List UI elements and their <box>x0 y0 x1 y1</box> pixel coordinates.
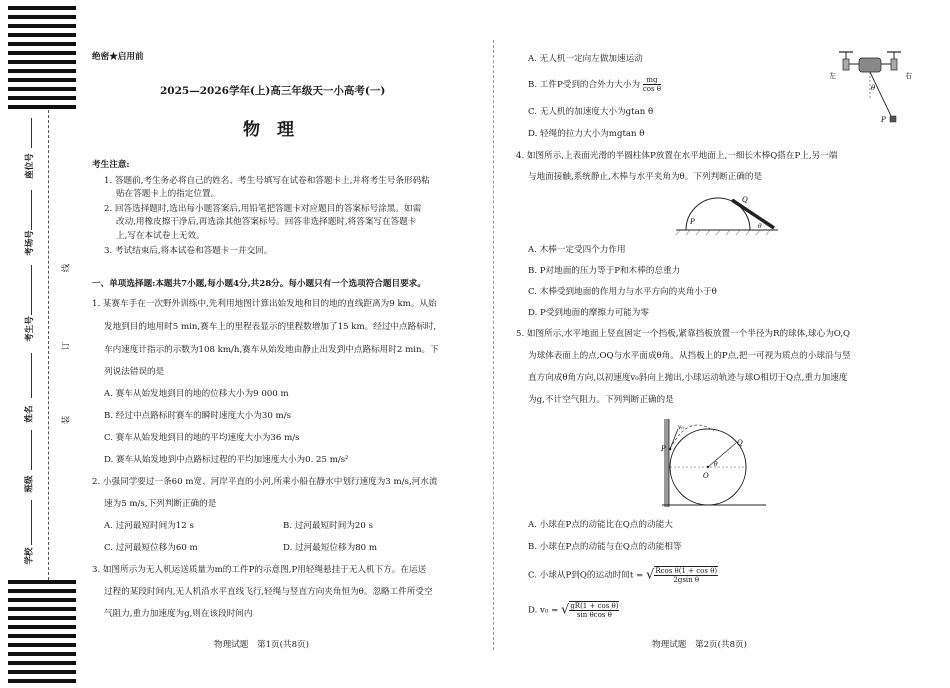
school-label: 学校 <box>24 547 35 565</box>
notice-item: 1. 答题前,考生务必将自己的姓名、考生号填写在试卷和答题卡上,并将考生号条形码粘 <box>104 176 430 186</box>
class-label: 班级 <box>24 475 35 493</box>
q5-option-b: B. 小球在P点的动能与在Q点的动能相等 <box>528 542 682 552</box>
q3-fig-theta-label: θ <box>871 84 876 92</box>
q4-option-a: A. 木棒一定受四个力作用 <box>528 245 626 255</box>
binding-line <box>48 110 50 580</box>
q5-option-d: D. v₀ = √ $\frac{\text{gR(1 + cos θ)}}{\text{sin θcos θ}}$ <box>528 602 619 619</box>
q3-line: 气阻力,重力加速度为g,则在该段时间内 <box>104 609 253 619</box>
q2-option-c: C. 过河最短位移为60 m <box>104 543 198 553</box>
notice-title: 考生注意: <box>92 160 130 170</box>
page-divider <box>493 40 495 650</box>
q3-option-b-fraction <box>643 76 661 93</box>
q2-line: 速为5 m/s,下列判断正确的是 <box>104 499 217 509</box>
q4-line: 4. 如图所示,上表面光滑的半圆柱体P放置在水平地面上,一细长木棒Q搭在P上,另一端 <box>516 151 838 161</box>
q3-line: 过程的某段时间内,无人机沿水平直线飞行,轻绳与竖直方向夹角恒为θ。忽略工件所受空 <box>104 587 433 597</box>
footer-left: 物理试题 第1页(共8页) <box>214 640 309 650</box>
q1-option-c: C. 赛车从始发地到目的地的平均速度大小为36 m/s <box>104 433 300 443</box>
fraction-numerator: Rcos θ(1 + cos θ) <box>655 567 718 575</box>
q3-option-b-text: B. 工件P受到的合外力大小为 <box>528 80 641 90</box>
q5-sphere-figure <box>658 415 768 513</box>
seal-char-staple: 订 <box>61 341 72 351</box>
q5-option-c: C. 小球从P到Q的运动时间t = √ $\frac{\text{Rcos θ(1 + cos θ)}}{\text{2gsin θ}}$ <box>528 567 718 584</box>
q5-fig-v0-label: v₀ <box>678 424 684 431</box>
notice-item: 2. 回答选择题时,选出每小题答案后,用铅笔把答题卡对应题目的答案标号涂黑。如需 <box>104 204 422 214</box>
notice-item: 上,写在本试卷上无效。 <box>116 231 205 241</box>
q1-option-a: A. 赛车从始发地到目的地的位移大小为9 000 m <box>104 389 289 399</box>
q1-option-d: D. 赛车从始发地到中点路标过程的平均加速度大小为0. 25 m/s² <box>104 455 349 465</box>
notice-item: 改动,用橡皮擦干净后,再选涂其他答案标号。回答非选择题时,将答案写在答题卡 <box>116 217 417 227</box>
q2-option-a: A. 过河最短时间为12 s <box>104 521 194 531</box>
subject-title: 物 理 <box>243 120 294 140</box>
q1-option-b: B. 经过中点路标时赛车的瞬时速度大小为30 m/s <box>104 411 291 421</box>
q2-line: 2. 小强同学要过一条60 m宽、河岸平直的小河,所乘小船在静水中划行速度为3 m/s,河水流 <box>92 477 438 487</box>
name-label: 姓名 <box>24 405 35 423</box>
fraction-denominator: sin θcos θ <box>576 611 612 619</box>
q5-fig-theta-label: θ <box>714 461 718 468</box>
seat-number-label: 座位号 <box>24 153 35 179</box>
q5-fig-o-label: O <box>703 472 709 480</box>
candidate-number-label: 考生号 <box>24 316 35 342</box>
fraction-numerator: gR(1 + cos θ) <box>570 602 619 610</box>
q3-drone-figure <box>825 48 920 126</box>
q3-option-b <box>528 76 661 93</box>
q5-option-a: A. 小球在P点的动能比在Q点的动能大 <box>528 520 673 530</box>
q5-option-c-fraction <box>654 566 718 584</box>
q4-fig-p-label: P <box>690 218 695 226</box>
q3-option-a: A. 无人机一定向左做加速运动 <box>528 54 643 64</box>
fraction-numerator: mg <box>643 76 661 85</box>
footer-right: 物理试题 第2页(共8页) <box>652 640 747 650</box>
q4-option-c: C. 木棒受到地面的作用力与水平方向的夹角小于θ <box>528 287 717 297</box>
secret-mark: 绝密★启用前 <box>92 52 144 62</box>
q1-line: 发地到目的地用时5 min,赛车上的里程表显示的里程数增加了15 km。经过中点路标时, <box>104 322 437 332</box>
q2-option-b: B. 过河最短时间为20 s <box>283 521 374 531</box>
q1-line: 列说法错误的是 <box>104 367 165 377</box>
q3-option-c: C. 无人机的加速度大小为gtan θ <box>528 107 654 117</box>
fraction-denominator: 2gsin θ <box>673 576 700 584</box>
q4-cylinder-figure <box>672 192 782 238</box>
q4-fig-q-label: Q <box>742 196 748 204</box>
q5-line: 为g,不计空气阻力。下列判断正确的是 <box>528 395 674 405</box>
q1-line: 1. 某赛车手在一次野外训练中,先利用地图计算出始发地和目的地的直线距离为9 km。从始 <box>92 299 437 309</box>
q5-fig-p-label: P <box>661 445 666 453</box>
q5-option-d-fraction <box>569 601 619 619</box>
exam-title: 2025—2026学年(上)高三年级天一小高考(一) <box>160 85 386 97</box>
q5-fig-q-label: Q <box>737 439 743 447</box>
q4-line: 与地面接触,系统静止,木棒与水平夹角为θ。下列判断正确的是 <box>528 172 763 182</box>
q5-line: 为球体表面上的点,OQ与水平面成θ角。从挡板上的P点,把一可视为质点的小球沿与竖 <box>528 351 851 361</box>
notice-item: 贴在答题卡上的指定位置。 <box>116 189 220 199</box>
q2-option-d: D. 过河最短位移为80 m <box>283 543 378 553</box>
q4-option-b: B. P对地面的压力等于P和木棒的总重力 <box>528 266 681 276</box>
q4-option-d: D. P受到地面的摩擦力可能为零 <box>528 308 649 318</box>
seal-char-line: 线 <box>61 263 72 273</box>
notice-item: 3. 考试结束后,将本试卷和答题卡一并交回。 <box>104 246 273 256</box>
seal-char-bind: 装 <box>61 415 72 425</box>
fraction-denominator: cos θ <box>642 85 661 93</box>
exam-room-label: 考场号 <box>24 230 35 256</box>
q5-option-c-text: C. 小球从P到Q的运动时间t = <box>528 570 644 581</box>
q3-option-d: D. 轻绳的拉力大小为mgtan θ <box>528 129 645 139</box>
q4-fig-theta-label: θ <box>758 223 762 230</box>
q3-line: 3. 如图所示为无人机运送质量为m的工件P的示意图,P用轻绳悬挂于无人机下方。在运送 <box>92 565 427 575</box>
q5-line: 直方向成θ角方向,以初速度v₀斜向上抛出,小球运动轨迹与球O相切于Q点,重力加速度 <box>528 373 848 383</box>
section1-heading: 一、单项选择题:本题共7小题,每小题4分,共28分。每小题只有一个选项符合题目要求。 <box>92 279 426 289</box>
q3-fig-right-label: 右 <box>905 72 912 80</box>
q3-fig-left-label: 左 <box>829 72 836 80</box>
q1-line: 车内速度计指示的示数为108 km/h,赛车从始发地由静止出发到中点路标用时2 min。下 <box>104 345 439 355</box>
q3-fig-p-label: P <box>881 116 886 124</box>
q5-option-d-text: D. v₀ = <box>528 605 559 616</box>
q5-line: 5. 如图所示,水平地面上竖直固定一个挡板,紧靠挡板放置一个半径为R的球体,球心为O,Q <box>516 329 851 339</box>
